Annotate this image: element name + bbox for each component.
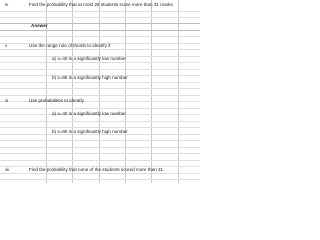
sub-question-text[interactable]: b) x=85 is a significantly high number: [52, 75, 128, 80]
question-number[interactable]: vi: [5, 98, 9, 103]
row-border: [0, 30, 200, 31]
row-border: [0, 173, 200, 174]
row-border: [0, 121, 200, 122]
row-border: [0, 95, 200, 96]
question-number[interactable]: vii: [5, 167, 10, 172]
column-border: [72, 0, 73, 183]
sub-question-text[interactable]: b) x=85 is a significantly high number: [52, 129, 128, 134]
row-border: [0, 108, 200, 109]
row-border: [0, 69, 200, 70]
question-number[interactable]: v: [5, 43, 8, 48]
column-border: [99, 0, 100, 183]
row-border: [0, 23, 200, 24]
row-border: [0, 179, 200, 180]
row-border: [0, 17, 200, 18]
question-text[interactable]: Find the probability that none of the students scored more than 31.: [29, 167, 165, 172]
row-border: [0, 140, 200, 141]
row-border: [0, 62, 200, 63]
question-text[interactable]: Use probabilities to identify: [29, 98, 84, 103]
spreadsheet: [0, 0, 200, 183]
question-text[interactable]: Find the probability that at most 25 students score more than 31 marks: [29, 2, 173, 7]
column-border: [151, 0, 152, 183]
column-border: [178, 0, 179, 183]
row-border: [0, 82, 200, 83]
row-border: [0, 147, 200, 148]
answer-label[interactable]: Answer: [31, 23, 48, 28]
row-border: [0, 49, 200, 50]
row-border: [0, 153, 200, 154]
question-text[interactable]: Use the range rule of thumb to identify if: [29, 43, 111, 48]
sub-question-text[interactable]: a) x=40 is a significantly low number: [52, 111, 126, 116]
row-border: [0, 127, 200, 128]
sub-question-text[interactable]: a) x=40 is a significantly low number: [52, 56, 126, 61]
row-border: [0, 36, 200, 37]
column-border: [125, 0, 126, 183]
row-border: [0, 11, 200, 12]
row-border: [0, 88, 200, 89]
question-number[interactable]: iv: [5, 2, 9, 7]
row-border: [0, 160, 200, 161]
